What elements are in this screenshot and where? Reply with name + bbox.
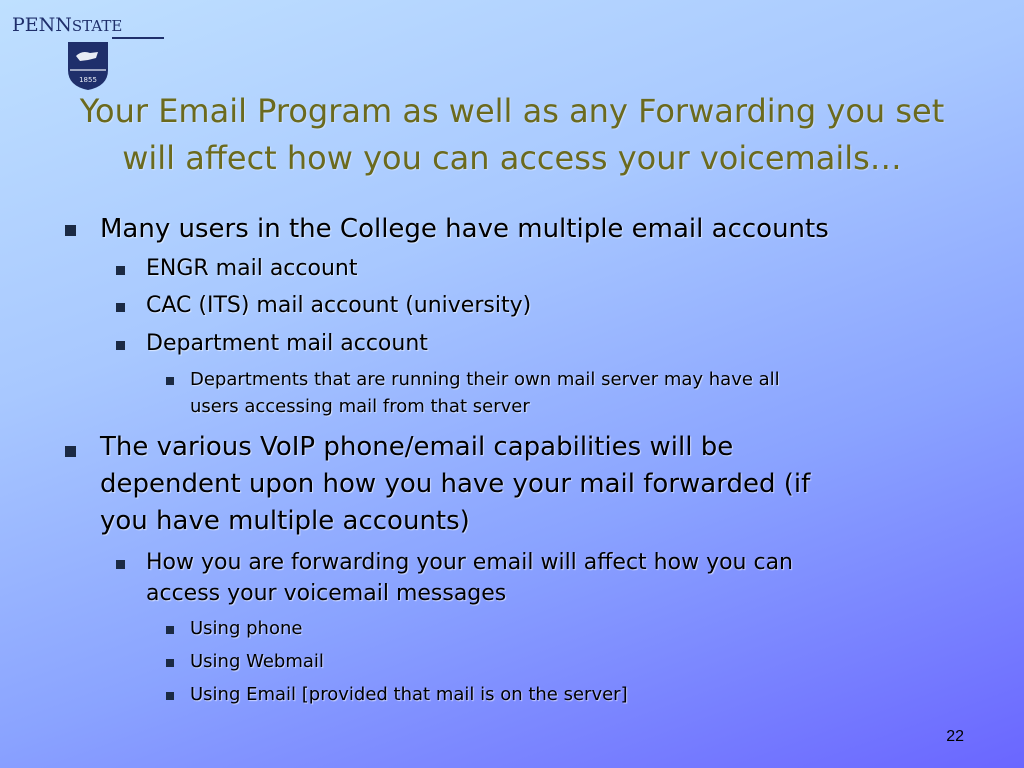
- bullet-department-servers-line-2: users accessing mail from that server: [190, 396, 530, 417]
- bullet-voip-line-3: you have multiple accounts): [100, 506, 470, 536]
- seal-year: 1855: [79, 76, 97, 84]
- bullet-marker: [116, 266, 125, 275]
- bullet-voip-capabilities: [100, 429, 810, 540]
- bullet-multiple-accounts: Many users in the College have multiple email accounts: [100, 214, 829, 244]
- bullet-marker: [116, 341, 125, 350]
- bullet-marker: [116, 560, 125, 569]
- bullet-cac-mail: CAC (ITS) mail account (university): [146, 293, 532, 318]
- bullet-forwarding-line-2: access your voicemail messages: [146, 581, 507, 606]
- page-number: 22: [946, 728, 964, 745]
- bullet-marker: [116, 303, 125, 312]
- bullet-using-email: Using Email [provided that mail is on the server]: [190, 684, 628, 705]
- bullet-department-servers-line-1: Departments that are running their own mail server may have all: [190, 369, 780, 390]
- bullet-voip-line-2: dependent upon how you have your mail forwarded (if: [100, 469, 811, 499]
- bullet-marker: [166, 659, 174, 667]
- bullet-using-webmail: Using Webmail: [190, 651, 324, 672]
- bullet-forwarding-affects: [146, 547, 793, 609]
- bullet-voip-line-1: The various VoIP phone/email capabilities will be: [100, 432, 734, 462]
- title-line-1: Your Email Program as well as any Forwarding you set: [79, 92, 945, 130]
- bullet-engr-mail: ENGR mail account: [146, 256, 358, 281]
- title-line-2: will affect how you can access your voicemails…: [122, 139, 902, 177]
- bullet-forwarding-line-1: How you are forwarding your email will affect how you can: [146, 550, 794, 575]
- logo-text-suffix: STATE: [71, 17, 123, 35]
- bullet-marker: [166, 626, 174, 634]
- logo-text-prefix: PENN: [12, 14, 72, 36]
- bullet-using-phone: Using phone: [190, 618, 303, 639]
- bullet-marker: [65, 446, 76, 457]
- bullet-department-servers: [190, 366, 780, 420]
- bullet-marker: [166, 692, 174, 700]
- bullet-marker: [166, 377, 174, 385]
- bullet-department-mail: Department mail account: [146, 331, 428, 356]
- bullet-marker: [65, 225, 76, 236]
